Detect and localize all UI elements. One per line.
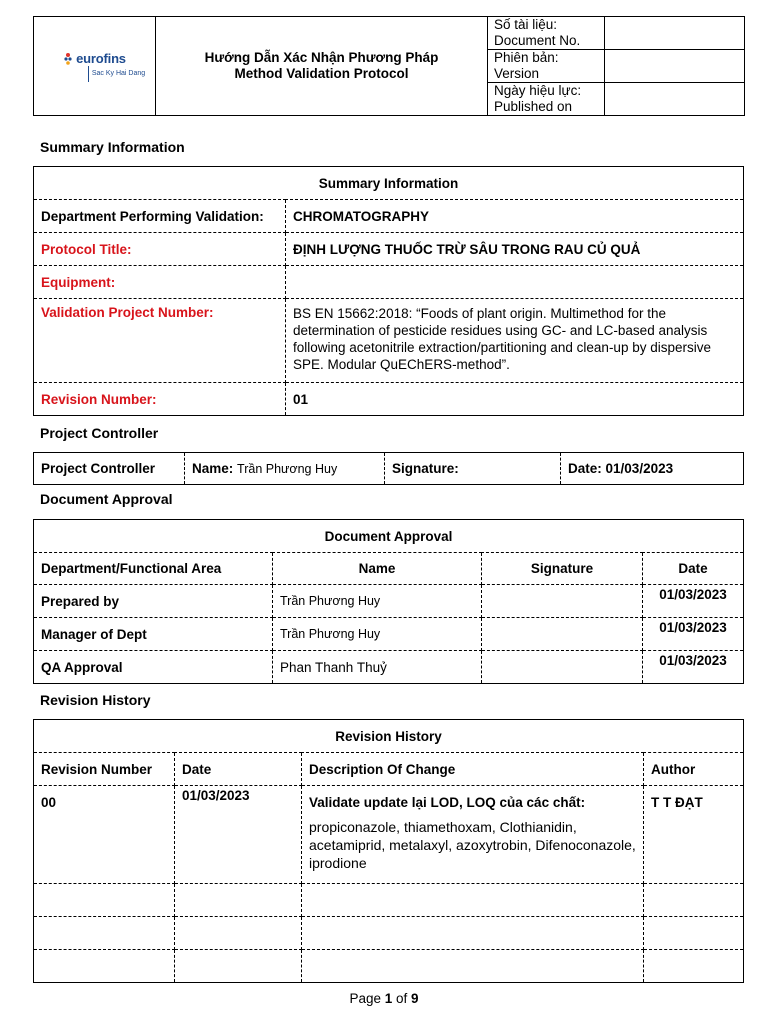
- logo-brand: eurofins: [76, 50, 126, 66]
- approval-col-area: Department/Functional Area: [34, 553, 273, 585]
- revision-col-description: Description Of Change: [302, 753, 644, 786]
- footer-page-prefix: Page: [349, 991, 381, 1006]
- doc-number-label-vi: Số tài liệu:: [494, 17, 558, 32]
- footer-page-number: 1: [384, 991, 393, 1006]
- approval-row-signature: [482, 651, 643, 684]
- revision-caption: Revision History: [34, 720, 744, 753]
- version-label-en: Version: [494, 66, 540, 81]
- project-number-label: Validation Project Number:: [34, 299, 286, 383]
- approval-row-name: Trần Phương Huy: [273, 618, 482, 651]
- revision-empty-row: [34, 917, 744, 950]
- protocol-title-value: ĐỊNH LƯỢNG THUỐC TRỪ SÂU TRONG RAU CỦ QUẢ: [286, 233, 744, 266]
- doc-number-value: [605, 17, 745, 50]
- approval-col-signature: Signature: [482, 553, 643, 585]
- revision-col-author: Author: [644, 753, 744, 786]
- approval-row-date: 01/03/2023: [643, 585, 744, 618]
- approval-section-title: Document Approval: [40, 491, 173, 507]
- controller-signature-label: Signature:: [385, 453, 561, 485]
- document-header: [33, 16, 745, 116]
- eurofins-logo: [40, 51, 149, 82]
- equipment-value: [286, 266, 744, 299]
- controller-name-cell: [185, 453, 385, 485]
- approval-row-name: Phan Thanh Thuỷ: [273, 651, 482, 684]
- controller-date-value: 01/03/2023: [605, 461, 674, 476]
- doc-number-label: [488, 17, 605, 50]
- approval-caption: Document Approval: [34, 520, 744, 553]
- department-label: Department Performing Validation:: [34, 200, 286, 233]
- summary-section-title: Summary Information: [40, 139, 185, 155]
- revision-empty-row: [34, 950, 744, 983]
- revision-entry-date: 01/03/2023: [175, 786, 302, 884]
- controller-label: Project Controller: [34, 453, 185, 485]
- page-footer: [0, 991, 768, 1006]
- published-label: [488, 83, 605, 116]
- approval-row-date: 01/03/2023: [659, 653, 727, 668]
- controller-date-label: Date:: [568, 461, 602, 476]
- approval-table: [33, 519, 744, 684]
- logo-cell: [34, 17, 156, 116]
- published-value: [605, 83, 745, 116]
- eurofins-mark-icon: [63, 52, 73, 66]
- summary-caption: Summary Information: [34, 167, 744, 200]
- footer-of: of: [396, 991, 408, 1006]
- logo-subtitle: Sac Ky Hai Dang: [88, 66, 145, 82]
- revision-change-detail: propiconazole, thiamethoxam, Clothianidin, acetamiprid, metalaxyl, azoxytrobin, Difenoconazole, iprodione: [309, 819, 636, 871]
- revision-number-label: Revision Number:: [34, 383, 286, 416]
- document-title: [156, 17, 488, 116]
- protocol-title-label: Protocol Title:: [34, 233, 286, 266]
- title-english: Method Validation Protocol: [234, 66, 409, 81]
- summary-table: [33, 166, 744, 416]
- version-label: [488, 50, 605, 83]
- revision-entry-author: T T ĐẠT: [644, 786, 744, 884]
- controller-date-cell: [561, 453, 744, 485]
- revision-empty-row: [34, 884, 744, 917]
- controller-section-title: Project Controller: [40, 425, 159, 441]
- approval-row-name: Trần Phương Huy: [273, 585, 482, 618]
- approval-row-signature: [482, 618, 643, 651]
- approval-row-area: QA Approval: [34, 651, 273, 684]
- revision-entry-description: [302, 786, 644, 884]
- controller-name-value: Trần Phương Huy: [237, 462, 338, 476]
- department-value: CHROMATOGRAPHY: [286, 200, 744, 233]
- approval-col-name: Name: [273, 553, 482, 585]
- approval-row-date: 01/03/2023: [643, 618, 744, 651]
- controller-name-label: Name:: [192, 461, 234, 476]
- equipment-label: Equipment:: [34, 266, 286, 299]
- version-value: [605, 50, 745, 83]
- revision-number-value: 01: [293, 391, 309, 407]
- revision-entry-number: 00: [34, 786, 175, 884]
- approval-row-area: Manager of Dept: [34, 618, 273, 651]
- doc-number-label-en: Document No.: [494, 33, 581, 48]
- published-label-en: Published on: [494, 99, 573, 114]
- approval-row-signature: [482, 585, 643, 618]
- revision-change-title: Validate update lại LOD, LOQ của các chất:: [309, 795, 586, 810]
- approval-col-date: Date: [643, 553, 744, 585]
- published-label-vi: Ngày hiệu lực:: [494, 83, 582, 98]
- revision-col-number: Revision Number: [34, 753, 175, 786]
- version-label-vi: Phiên bản:: [494, 50, 559, 65]
- revision-table: [33, 719, 744, 983]
- approval-row-area: Prepared by: [34, 585, 273, 618]
- revision-section-title: Revision History: [40, 692, 151, 708]
- controller-table: [33, 452, 744, 485]
- revision-col-date: Date: [175, 753, 302, 786]
- project-number-value: BS EN 15662:2018: “Foods of plant origin. Multimethod for the determination of pesticide residues using GC- and LC-based analysis following acetonitrile extraction/partitioning and clean-up by dispersive SPE. Modular QuEChERS-method”.: [286, 299, 744, 383]
- title-vietnamese: Hướng Dẫn Xác Nhận Phương Pháp: [204, 50, 439, 65]
- footer-page-total: 9: [411, 991, 419, 1006]
